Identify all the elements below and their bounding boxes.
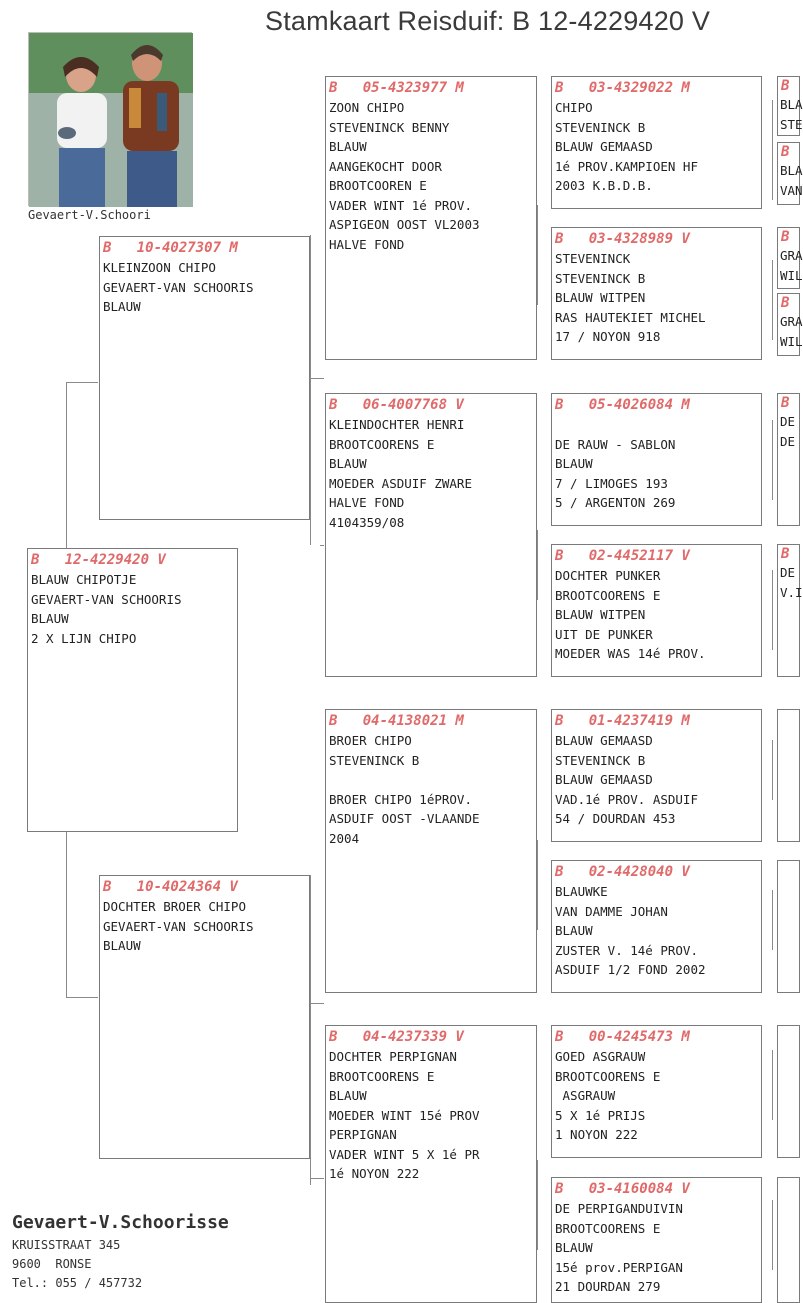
- card-line: BLAUW GEMAASD: [555, 772, 653, 787]
- card-line: PERPIGNAN: [329, 1127, 397, 1142]
- pigeon-card-fmm[interactable]: [551, 544, 762, 677]
- card-line: STEVENINCK B: [555, 752, 646, 768]
- ring-number: B: [781, 78, 790, 94]
- card-line: BROER CHIPO: [329, 733, 412, 748]
- ring-number: B 02-4428040 V: [555, 864, 690, 880]
- card-line: DE RAUW - SABLON: [555, 436, 676, 452]
- card-line: ASGRAUW: [555, 1088, 616, 1103]
- card-line: STEVENINCK BENNY: [329, 119, 450, 135]
- connector-ff-branch: [537, 205, 538, 305]
- pigeon-card-ffm[interactable]: [551, 227, 762, 360]
- card-line: STE: [780, 116, 803, 132]
- connector-mf-h: [310, 1003, 324, 1004]
- card-line: 1 NOYON 222: [555, 1127, 638, 1142]
- ring-number: B: [781, 229, 790, 245]
- pigeon-card-cutoff[interactable]: [777, 544, 803, 677]
- card-line: GOED ASGRAUW: [555, 1049, 646, 1064]
- card-line: BLA: [780, 163, 803, 178]
- connector-father-branch: [310, 235, 311, 545]
- pigeon-card-empty[interactable]: [777, 1177, 800, 1303]
- connector-subject-mother: [66, 832, 67, 997]
- card-line: 2003 K.B.D.B.: [555, 178, 653, 193]
- card-line: BLAUW GEMAASD: [555, 139, 653, 154]
- card-line: KLEINDOCHTER HENRI: [329, 417, 465, 432]
- card-line: BROOTCOOREN E: [329, 178, 427, 193]
- ring-number: B 04-4237339 V: [329, 1029, 464, 1045]
- card-line: STEVENINCK B: [555, 119, 646, 135]
- card-line: AANGEKOCHT DOOR: [329, 158, 442, 174]
- ring-number: B 06-4007768 V: [329, 397, 464, 413]
- card-line: BLAUW WITPEN: [555, 607, 646, 622]
- pigeon-card-mfm[interactable]: [551, 860, 762, 993]
- ring-number: B 03-4328989 V: [555, 231, 690, 247]
- pigeon-card-fm[interactable]: [325, 393, 537, 677]
- card-line: VAD.1é PROV. ASDUIF: [555, 791, 698, 807]
- card-line: BLAUW: [329, 1088, 367, 1103]
- card-line: DOCHTER PERPIGNAN: [329, 1049, 457, 1064]
- connector-col4-c: [772, 420, 773, 500]
- card-line: BLAUW WITPEN: [555, 290, 646, 305]
- pigeon-card-fmf[interactable]: [551, 393, 762, 526]
- ring-number: B 02-4452117 V: [555, 548, 690, 564]
- pigeon-card-cutoff[interactable]: [777, 227, 803, 289]
- card-line: DE: [780, 414, 796, 429]
- connector-mf-branch: [537, 840, 538, 930]
- connector-fm-branch: [537, 530, 538, 600]
- pigeon-card-cutoff[interactable]: [777, 142, 803, 205]
- photo-caption: Gevaert-V.Schoori: [28, 208, 151, 222]
- owner-photo-image: [29, 33, 193, 207]
- card-line: 15é prov.PERPIGAN: [555, 1259, 683, 1275]
- connector-fm-h: [320, 545, 324, 546]
- card-line: BLAUW CHIPOTJE: [31, 572, 137, 587]
- card-line: BLAUW: [329, 139, 367, 154]
- card-line: ZOON CHIPO: [329, 100, 405, 115]
- ring-number: B 05-4026084 M: [555, 397, 690, 413]
- connector-col4-e: [772, 740, 773, 800]
- card-line: GRA: [780, 314, 803, 329]
- card-line: GEVAERT-VAN SCHOORIS: [103, 279, 254, 295]
- connector-col4-a: [772, 100, 773, 200]
- ring-number: B 10-4024364 V: [103, 879, 238, 895]
- pigeon-card-cutoff[interactable]: [777, 76, 803, 136]
- ring-number: B: [781, 546, 790, 562]
- card-line: BLA: [780, 97, 803, 112]
- card-line: 5 X 1é PRIJS: [555, 1107, 646, 1123]
- card-line: BROOTCOORENS E: [329, 1068, 435, 1084]
- card-line: 2004: [329, 830, 360, 846]
- card-line: 7 / LIMOGES 193: [555, 475, 668, 491]
- card-line: GRA: [780, 248, 803, 263]
- card-line: VAN: [780, 182, 803, 198]
- owner-street: KRUISSTRAAT 345: [12, 1238, 121, 1252]
- connector-col4-h: [772, 1200, 773, 1270]
- card-line: VADER WINT 5 X 1é PR: [329, 1146, 480, 1162]
- card-line: ZUSTER V. 14é PROV.: [555, 942, 698, 958]
- card-line: UIT DE PUNKER: [555, 626, 653, 642]
- pigeon-card-ff[interactable]: [325, 76, 537, 360]
- card-line: VAN DAMME JOHAN: [555, 903, 668, 919]
- card-line: DE PERPIGANDUIVIN: [555, 1201, 683, 1216]
- ring-number: B 10-4027307 M: [103, 240, 238, 256]
- card-line: BROER CHIPO 1éPROV.: [329, 791, 472, 807]
- card-line: 4104359/08: [329, 514, 405, 530]
- ring-number: B 04-4138021 M: [329, 713, 464, 729]
- connector-father-h: [66, 382, 98, 383]
- pigeon-card-cutoff[interactable]: [777, 293, 803, 356]
- card-line: V.I: [780, 584, 803, 600]
- card-line: [555, 415, 758, 435]
- connector-mother-branch: [310, 875, 311, 1185]
- ring-number: B 12-4229420 V: [31, 552, 166, 568]
- card-line: GEVAERT-VAN SCHOORIS: [31, 591, 182, 607]
- card-line: ASDUIF OOST -VLAANDE: [329, 811, 480, 826]
- card-line: BLAUW: [329, 456, 367, 471]
- card-line: DOCHTER BROER CHIPO: [103, 899, 246, 914]
- card-line: RAS HAUTEKIET MICHEL: [555, 309, 706, 325]
- card-line: DE: [780, 565, 796, 580]
- card-line: BROOTCOORENS E: [329, 436, 435, 452]
- card-line: ASPIGEON OOST VL2003: [329, 217, 480, 232]
- card-line: HALVE FOND: [329, 236, 405, 252]
- card-line: CHIPO: [555, 100, 593, 115]
- owner-photo: [28, 32, 192, 206]
- card-line: BROOTCOORENS E: [555, 587, 661, 603]
- ring-number: B 03-4160084 V: [555, 1181, 690, 1197]
- card-line: 5 / ARGENTON 269: [555, 495, 676, 510]
- ring-number: B 05-4323977 M: [329, 80, 464, 96]
- owner-city: 9600 RONSE: [12, 1257, 92, 1271]
- card-line: BLAUW: [103, 938, 141, 953]
- pigeon-card-empty[interactable]: [777, 860, 800, 993]
- pigeon-card-mmf[interactable]: [551, 1025, 762, 1158]
- page-title: Stamkaart Reisduif: B 12-4229420 V: [265, 6, 711, 36]
- pigeon-card-fff[interactable]: [551, 76, 762, 209]
- pigeon-card-mother[interactable]: [99, 875, 310, 1159]
- card-line: BROOTCOORENS E: [555, 1220, 661, 1236]
- card-line: 1é PROV.KAMPIOEN HF: [555, 158, 698, 174]
- card-line: 17 / NOYON 918: [555, 329, 661, 344]
- pigeon-card-empty[interactable]: [777, 1025, 800, 1158]
- owner-phone: Tel.: 055 / 457732: [12, 1276, 143, 1290]
- card-line: BLAUW: [555, 1240, 593, 1255]
- card-line: DE: [780, 433, 796, 449]
- card-line: BLAUW: [103, 299, 141, 314]
- card-line: BLAUWKE: [555, 884, 608, 899]
- card-line: BLAUW: [555, 923, 593, 938]
- pigeon-card-father[interactable]: [99, 236, 310, 520]
- card-line: MOEDER WAS 14é PROV.: [555, 646, 706, 661]
- card-line: STEVENINCK B: [555, 270, 646, 286]
- card-line: STEVENINCK: [555, 251, 631, 266]
- ring-number: B: [781, 395, 790, 411]
- ring-number: B 01-4237419 M: [555, 713, 690, 729]
- card-line: MOEDER WINT 15é PROV: [329, 1107, 480, 1123]
- card-line: WIL: [780, 333, 803, 349]
- pigeon-card-mff[interactable]: [551, 709, 762, 842]
- card-line: 21 DOURDAN 279: [555, 1279, 661, 1294]
- card-line: GEVAERT-VAN SCHOORIS: [103, 918, 254, 934]
- pigeon-card-subject[interactable]: [27, 548, 238, 832]
- card-line: HALVE FOND: [329, 495, 405, 510]
- owner-name: Gevaert-V.Schoorisse: [12, 1212, 229, 1233]
- connector-mother-h: [66, 997, 98, 998]
- card-line: WIL: [780, 267, 803, 283]
- connector-ff-h: [310, 378, 324, 379]
- card-line: DOCHTER PUNKER: [555, 568, 661, 583]
- connector-subject-father: [66, 382, 67, 548]
- connector-col4-g: [772, 1050, 773, 1120]
- connector-col4-b: [772, 260, 773, 340]
- connector-mm-h: [310, 1178, 324, 1179]
- connector-mm-branch: [537, 1160, 538, 1250]
- card-line: BLAUW GEMAASD: [555, 733, 653, 748]
- pigeon-card-mf[interactable]: [325, 709, 537, 993]
- connector-col4-d: [772, 570, 773, 650]
- card-line: 1é NOYON 222: [329, 1166, 420, 1181]
- pigeon-card-empty[interactable]: [777, 709, 800, 842]
- card-line: BLAUW: [555, 456, 593, 471]
- ring-number: B 03-4329022 M: [555, 80, 690, 96]
- card-line: ASDUIF 1/2 FOND 2002: [555, 962, 706, 977]
- owner-block: [12, 1210, 312, 1293]
- ring-number: B: [781, 144, 790, 160]
- pigeon-card-mm[interactable]: [325, 1025, 537, 1303]
- card-line: 2 X LIJN CHIPO: [31, 630, 137, 646]
- pigeon-card-mmm[interactable]: [551, 1177, 762, 1303]
- connector-col4-f: [772, 890, 773, 950]
- pigeon-card-cutoff[interactable]: [777, 393, 800, 526]
- card-line: 54 / DOURDAN 453: [555, 811, 676, 826]
- card-line: BROOTCOORENS E: [555, 1068, 661, 1084]
- card-line: VADER WINT 1é PROV.: [329, 197, 472, 213]
- card-line: MOEDER ASDUIF ZWARE: [329, 475, 472, 491]
- card-line: STEVENINCK B: [329, 752, 420, 768]
- card-line: BLAUW: [31, 611, 69, 626]
- card-line: KLEINZOON CHIPO: [103, 260, 216, 275]
- ring-number: B: [781, 295, 790, 311]
- ring-number: B 00-4245473 M: [555, 1029, 690, 1045]
- card-line: [329, 770, 533, 790]
